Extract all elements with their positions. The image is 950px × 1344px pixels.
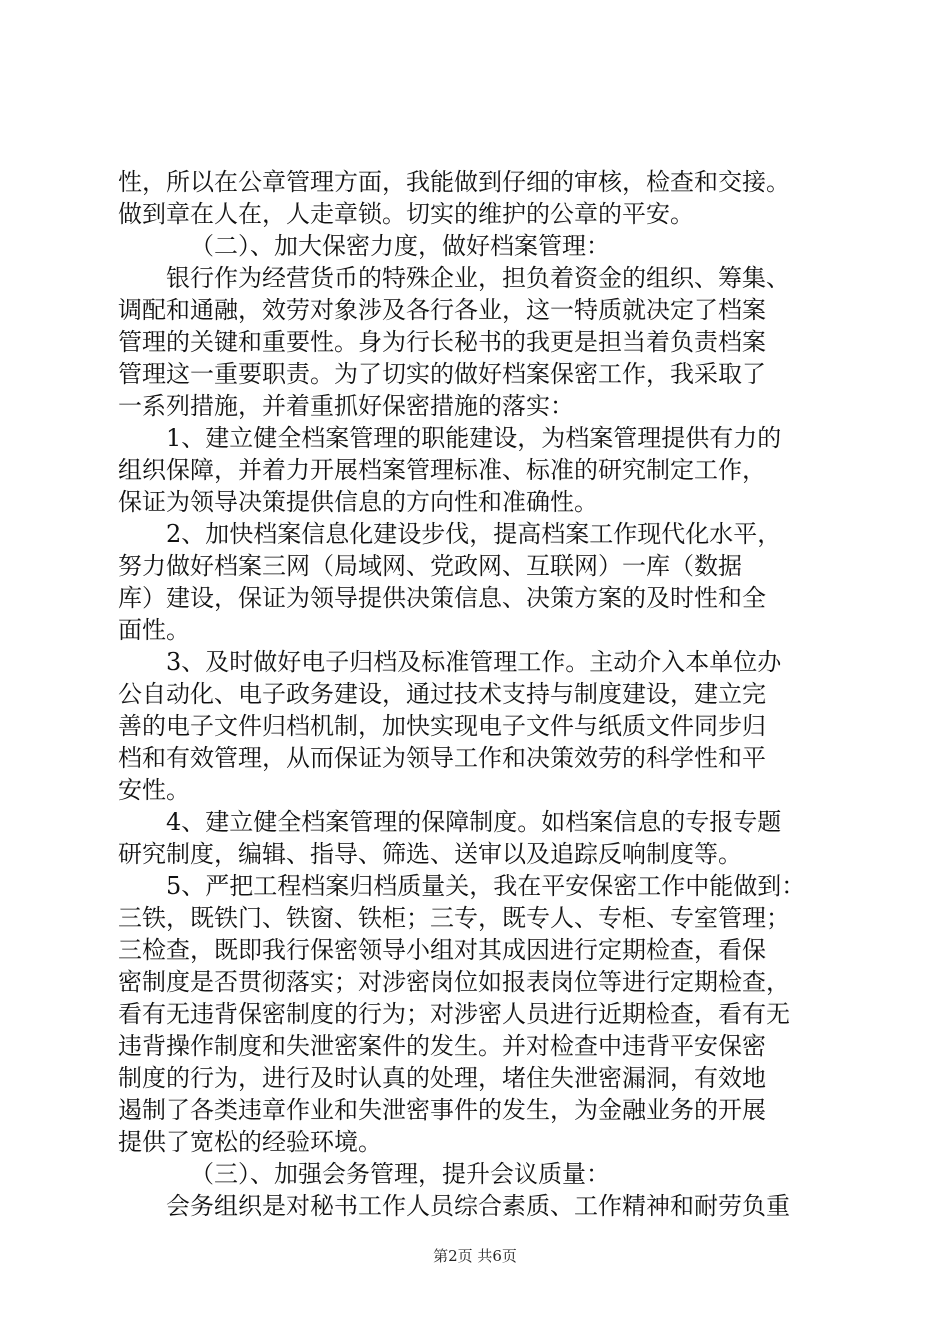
text-line: 管理的关键和重要性。身为行长秘书的我更是担当着负责档案	[118, 328, 766, 356]
text-line: 调配和通融，效劳对象涉及各行各业，这一特质就决定了档案	[118, 296, 766, 324]
list-item-5: 5、严把工程档案归档质量关，我在平安保密工作中能做到：	[166, 872, 806, 900]
text-line: 公自动化、电子政务建设，通过技术支持与制度建设，建立完	[118, 680, 766, 708]
document-body	[118, 166, 838, 1222]
text-line: 三检查，既即我行保密领导小组对其成因进行定期检查，看保	[118, 936, 766, 964]
text-line: 看有无违背保密制度的行为；对涉密人员进行近期检查，看有无	[118, 1000, 790, 1028]
text-line: 违背操作制度和失泄密案件的发生。并对检查中违背平安保密	[118, 1032, 766, 1060]
text-line: 档和有效管理，从而保证为领导工作和决策效劳的科学性和平	[118, 744, 766, 772]
text-line: 三铁，既铁门、铁窗、铁柜；三专，既专人、专柜、专室管理；	[118, 904, 790, 932]
section-heading-2: （二）、加大保密力度，做好档案管理：	[190, 232, 610, 260]
text-line: 性，所以在公章管理方面，我能做到仔细的审核，检查和交接。	[118, 168, 790, 196]
text-line: 努力做好档案三网（局域网、党政网、互联网）一库（数据	[118, 552, 742, 580]
list-item-4: 4、建立健全档案管理的保障制度。如档案信息的专报专题	[166, 808, 782, 836]
text-line: 制度的行为，进行及时认真的处理，堵住失泄密漏洞，有效地	[118, 1064, 766, 1092]
page-number-footer: 第2页 共6页	[433, 1247, 517, 1265]
text-line: 密制度是否贯彻落实；对涉密岗位如报表岗位等进行定期检查，	[118, 968, 790, 996]
text-line: 研究制度，编辑、指导、筛选、送审以及追踪反响制度等。	[118, 840, 742, 868]
text-line: 保证为领导决策提供信息的方向性和准确性。	[118, 488, 598, 516]
paragraph-start: 银行作为经营货币的特殊企业，担负着资金的组织、筹集、	[166, 264, 790, 292]
text-line: 一系列措施，并着重抓好保密措施的落实：	[118, 392, 574, 420]
text-line: 安性。	[118, 776, 190, 804]
text-line: 库）建设，保证为领导提供决策信息、决策方案的及时性和全	[118, 584, 766, 612]
list-item-1: 1、建立健全档案管理的职能建设，为档案管理提供有力的	[166, 424, 782, 452]
paragraph-start: 会务组织是对秘书工作人员综合素质、工作精神和耐劳负重	[166, 1192, 790, 1220]
section-heading-3: （三）、加强会务管理，提升会议质量：	[190, 1160, 610, 1188]
list-item-2: 2、加快档案信息化建设步伐，提高档案工作现代化水平，	[166, 520, 782, 548]
text-line: 做到章在人在，人走章锁。切实的维护的公章的平安。	[118, 200, 694, 228]
text-line: 管理这一重要职责。为了切实的做好档案保密工作，我采取了	[118, 360, 766, 388]
text-line: 善的电子文件归档机制，加快实现电子文件与纸质文件同步归	[118, 712, 766, 740]
text-line: 组织保障，并着力开展档案管理标准、标准的研究制定工作，	[118, 456, 766, 484]
text-line: 面性。	[118, 616, 190, 644]
text-line: 提供了宽松的经验环境。	[118, 1128, 382, 1156]
list-item-3: 3、及时做好电子归档及标准管理工作。主动介入本单位办	[166, 648, 782, 676]
text-line: 遏制了各类违章作业和失泄密事件的发生，为金融业务的开展	[118, 1096, 766, 1124]
